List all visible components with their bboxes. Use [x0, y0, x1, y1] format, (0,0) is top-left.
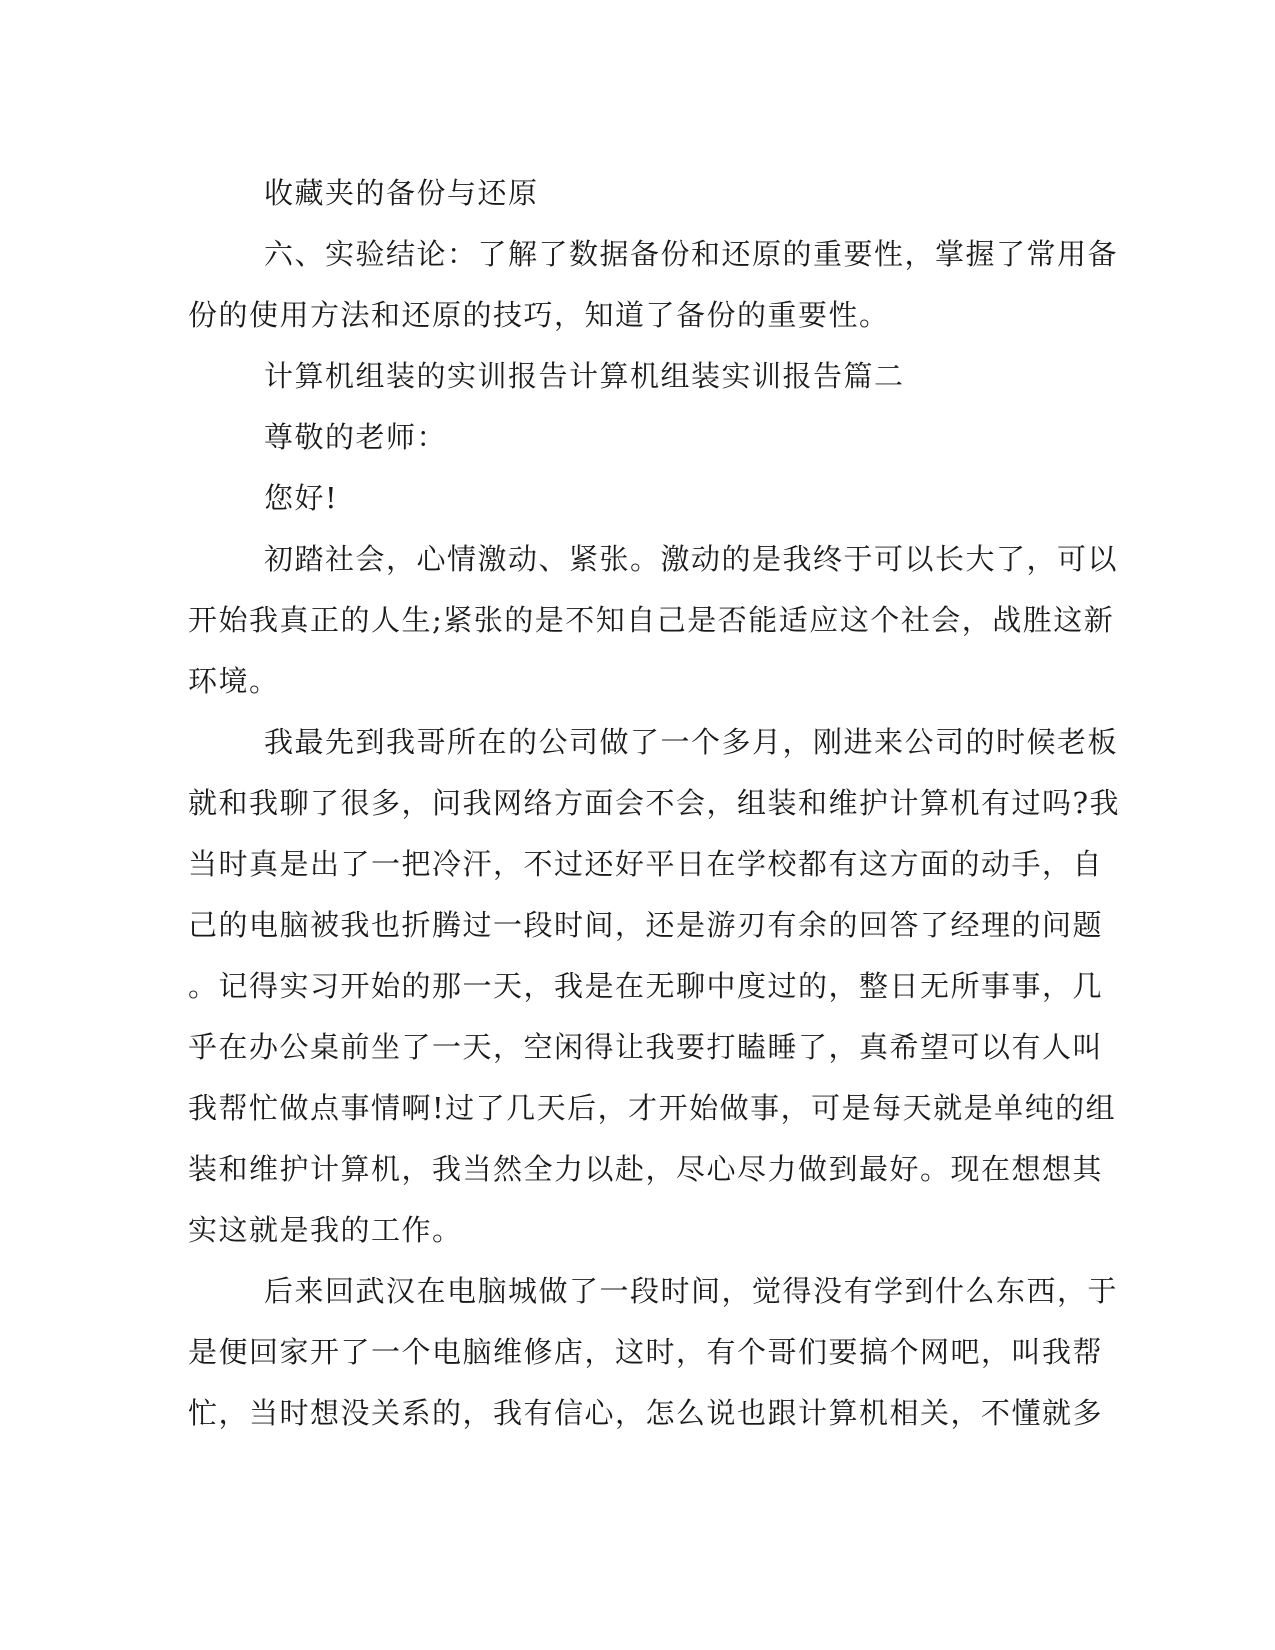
paragraph-first-job — [188, 712, 1121, 1261]
text-line: 。记得实习开始的那一天，我是在无聊中度过的，整日无所事事，几 — [188, 969, 1104, 1003]
text-line: 实这就是我的工作。 — [188, 1213, 463, 1247]
text-line: 尊敬的老师： — [264, 420, 448, 454]
text-line: 份的使用方法和还原的技巧，知道了备份的重要性。 — [188, 298, 890, 332]
text-line: 己的电脑被我也折腾过一段时间，还是游刃有余的回答了经理的问题 — [188, 908, 1104, 942]
paragraph-conclusion — [188, 224, 1119, 346]
text-line: 当时真是出了一把冷汗，不过还好平日在学校都有这方面的动手，自 — [188, 847, 1104, 881]
text-line: 您好! — [264, 481, 339, 515]
text-line: 我帮忙做点事情啊!过了几天后，才开始做事，可是每天就是单纯的组 — [188, 1091, 1117, 1125]
text-line: 收藏夹的备份与还原 — [264, 176, 539, 210]
text-line: 后来回武汉在电脑城做了一段时间，觉得没有学到什么东西，于 — [264, 1274, 1119, 1308]
text-line: 忙，当时想没关系的，我有信心，怎么说也跟计算机相关，不懂就多 — [188, 1396, 1104, 1430]
text-line: 环境。 — [188, 664, 280, 698]
paragraph-intro — [188, 529, 1119, 712]
document-body — [188, 163, 1121, 1444]
text-line: 我最先到我哥所在的公司做了一个多月，刚进来公司的时候老板 — [264, 725, 1119, 759]
text-line: 初踏社会，心情激动、紧张。激动的是我终于可以长大了，可以 — [264, 542, 1119, 576]
section-heading — [188, 346, 1088, 407]
text-line: 装和维护计算机，我当然全力以赴，尽心尽力做到最好。现在想想其 — [188, 1152, 1104, 1186]
text-line: 六、实验结论：了解了数据备份和还原的重要性，掌握了常用备 — [264, 237, 1119, 271]
paragraph-backup-restore — [188, 163, 1088, 224]
text-line: 就和我聊了很多，问我网络方面会不会，组装和维护计算机有过吗?我 — [188, 786, 1121, 820]
greeting — [188, 468, 1088, 529]
text-line: 乎在办公桌前坐了一天，空闲得让我要打瞌睡了，真希望可以有人叫 — [188, 1030, 1104, 1064]
text-line: 开始我真正的人生;紧张的是不知自己是否能适应这个社会，战胜这新 — [188, 603, 1115, 637]
salutation — [188, 407, 1088, 468]
text-line: 是便回家开了一个电脑维修店，这时，有个哥们要搞个网吧，叫我帮 — [188, 1335, 1104, 1369]
text-line: 计算机组装的实训报告计算机组装实训报告篇二 — [264, 359, 905, 393]
paragraph-wuhan — [188, 1261, 1119, 1444]
